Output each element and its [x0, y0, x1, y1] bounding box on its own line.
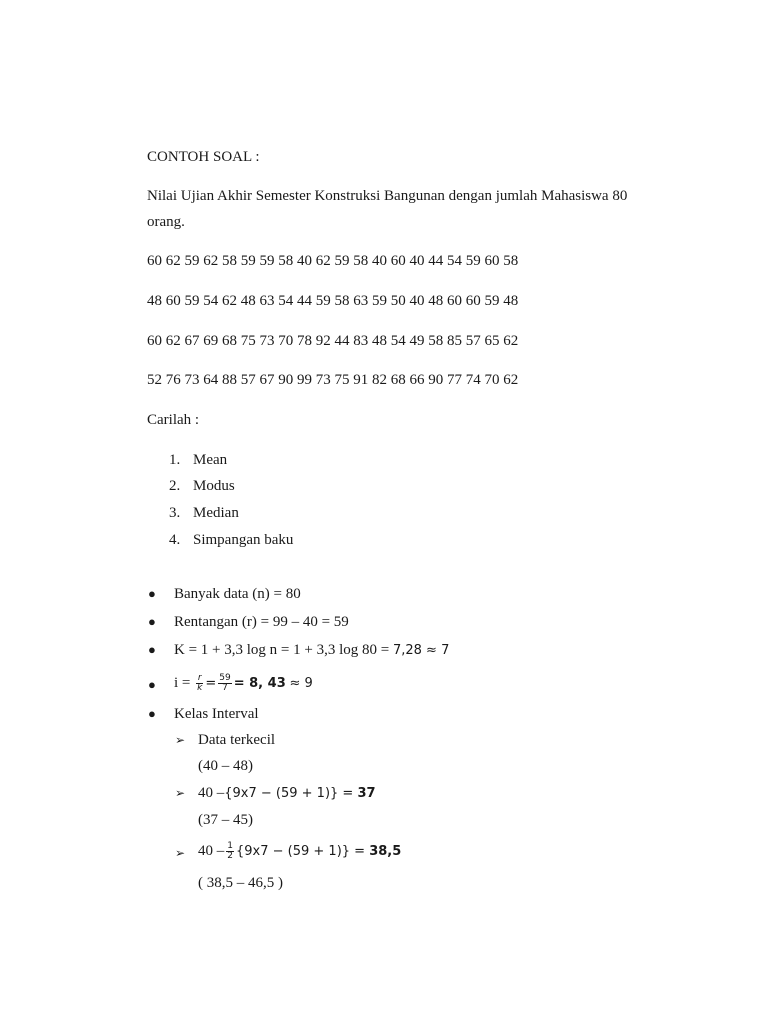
sub-item-range: ( 38,5 – 46,5 ) — [198, 875, 283, 891]
task-number: 2. — [169, 478, 181, 494]
k-formula-result: 7,28 ≈ 7 — [392, 643, 450, 658]
fraction-one-half — [226, 842, 234, 861]
bullet-text: Banyak data (n) = 80 — [174, 586, 301, 602]
intro-line-2: orang. — [147, 214, 185, 230]
arrow-bullet-icon: ➢ — [175, 733, 186, 747]
sub-item-text — [198, 784, 376, 803]
fraction-r-over-k — [196, 674, 203, 693]
bullet-dot-icon: ● — [148, 614, 156, 629]
bullet-text: Rentangan (r) = 99 – 40 = 59 — [174, 614, 349, 630]
bullet-text — [174, 641, 449, 660]
i-formula-prefix: i = — [174, 675, 195, 691]
formula-result: 37 — [357, 786, 376, 801]
sub-item-range: (37 – 45) — [198, 812, 253, 828]
task-number: 3. — [169, 505, 181, 521]
equals-sign: = — [205, 676, 217, 691]
arrow-bullet-icon: ➢ — [175, 846, 186, 860]
data-row-2: 48 60 59 54 62 48 63 54 44 59 58 63 59 50 40 48 60 60 59 48 — [147, 293, 519, 309]
fraction-denominator: k — [197, 683, 203, 694]
heading: CONTOH SOAL : — [147, 149, 260, 165]
fraction-denominator: 2 — [227, 851, 233, 862]
task-number: 1. — [169, 452, 181, 468]
sub-item-text: Data terkecil — [198, 732, 276, 748]
fraction-numerator: r — [197, 673, 202, 684]
data-row-4: 52 76 73 64 88 57 67 90 99 73 75 91 82 68 66 90 77 74 70 62 — [147, 372, 519, 388]
prompt: Carilah : — [147, 412, 200, 428]
i-formula-approx: ≈ 9 — [289, 676, 313, 691]
task-number: 4. — [169, 532, 181, 548]
data-row-1: 60 62 59 62 58 59 59 58 40 62 59 58 40 60 40 44 54 59 60 58 — [147, 253, 519, 269]
data-row-3: 60 62 67 69 68 75 73 70 78 92 44 83 48 54 49 58 85 57 65 62 — [147, 333, 519, 349]
fraction-denominator: 7 — [222, 683, 228, 694]
bullet-dot-icon: ● — [148, 677, 156, 692]
bullet-text — [174, 672, 313, 695]
sub-item-text — [198, 840, 401, 863]
formula-prefix: 40 – — [198, 843, 225, 859]
i-formula-result: = 8, 43 — [233, 676, 286, 691]
bullet-dot-icon: ● — [148, 642, 156, 657]
task-label: Mean — [193, 452, 228, 468]
bullet-dot-icon: ● — [148, 586, 156, 601]
fraction-numerator: 1 — [227, 841, 233, 852]
formula-body: {9x7 − (59 + 1)} = — [224, 786, 358, 801]
fraction-numerator: 59 — [219, 673, 231, 684]
task-label: Modus — [193, 478, 235, 494]
formula-result: 38,5 — [369, 844, 402, 859]
sub-item-range: (40 – 48) — [198, 758, 253, 774]
bullet-dot-icon: ● — [148, 706, 156, 721]
formula-prefix: 40 – — [198, 785, 225, 801]
fraction-59-over-7 — [218, 674, 231, 693]
task-label: Median — [193, 505, 239, 521]
task-label: Simpangan baku — [193, 532, 294, 548]
intro-line-1: Nilai Ujian Akhir Semester Konstruksi Bangunan dengan jumlah Mahasiswa 80 — [147, 188, 628, 204]
k-formula-text: K = 1 + 3,3 log n = 1 + 3,3 log 80 = — [174, 642, 393, 658]
bullet-text: Kelas Interval — [174, 706, 259, 722]
arrow-bullet-icon: ➢ — [175, 786, 186, 800]
formula-body: {9x7 − (59 + 1)} = — [235, 844, 370, 859]
